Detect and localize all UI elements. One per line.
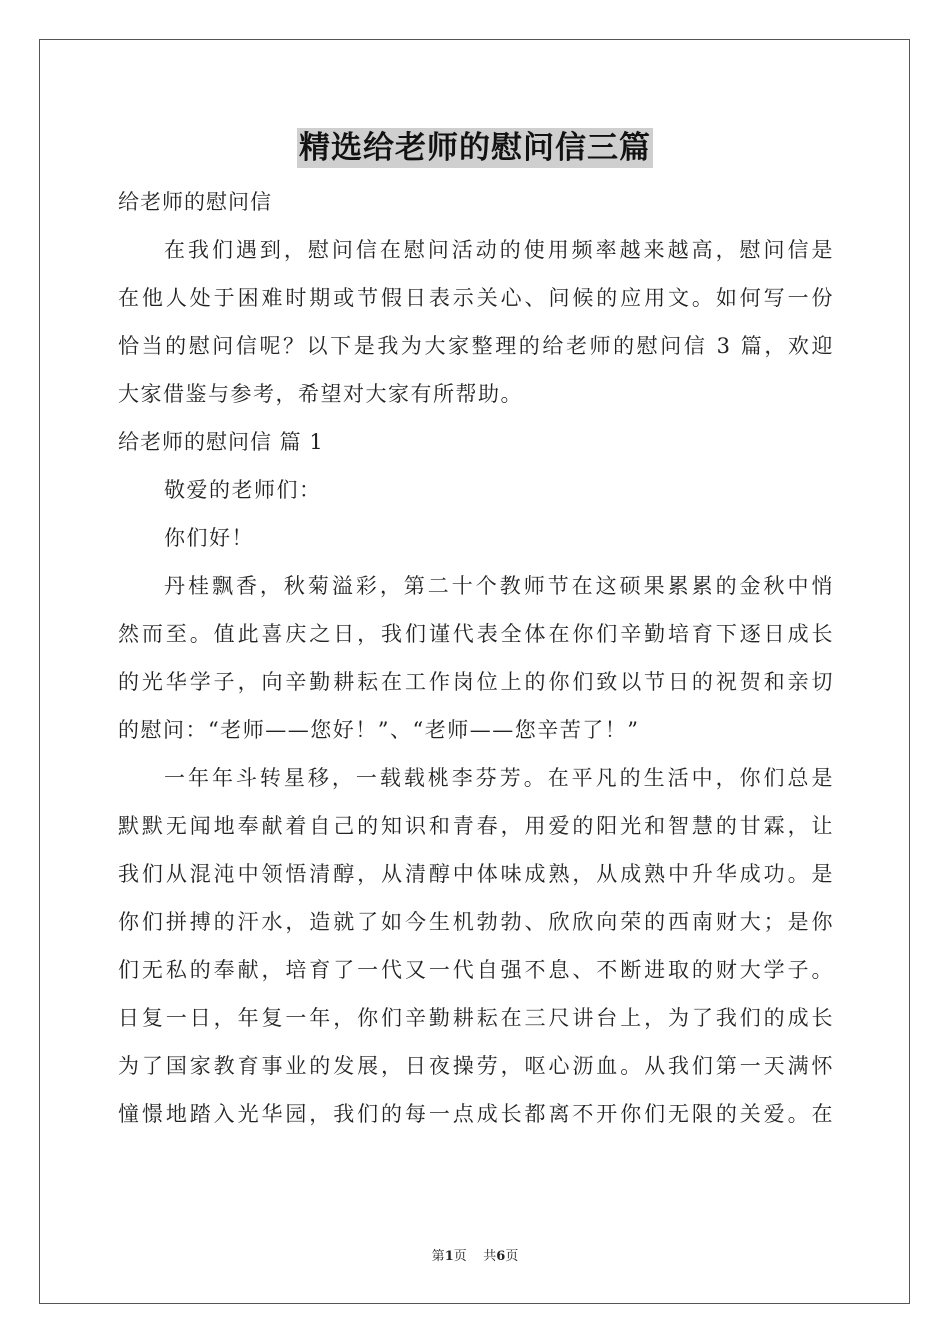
document-body [118, 178, 834, 1138]
footer-prefix: 第 [431, 1249, 445, 1264]
section-heading: 给老师的慰问信 篇 1 [118, 430, 324, 454]
salutation: 敬爱的老师们： [164, 478, 322, 502]
title-wrap [0, 128, 950, 168]
greeting: 你们好！ [164, 526, 254, 550]
paragraph-line: 的慰问：“老师——您好！”、“老师——您辛苦了！” [118, 718, 640, 742]
paragraph-line: 默默无闻地奉献着自己的知识和青春，用爱的阳光和智慧的甘霖，让 [118, 814, 834, 838]
paragraph-line: 的光华学子，向辛勤耕耘在工作岗位上的你们致以节日的祝贺和亲切 [118, 670, 834, 694]
section-heading: 给老师的慰问信 [118, 190, 272, 214]
paragraph-line: 日复一日，年复一年，你们辛勤耕耘在三尺讲台上，为了我们的成长 [118, 1006, 834, 1030]
paragraph-line: 为了国家教育事业的发展，日夜操劳，呕心沥血。从我们第一天满怀 [118, 1054, 834, 1078]
footer-page-number: 1 [444, 1249, 454, 1264]
paragraph-line: 憧憬地踏入光华园，我们的每一点成长都离不开你们无限的关爱。在 [118, 1102, 834, 1126]
paragraph-line: 们无私的奉献，培育了一代又一代自强不息、不断进取的财大学子。 [118, 958, 834, 982]
paragraph-line: 在他人处于困难时期或节假日表示关心、问候的应用文。如何写一份 [118, 286, 834, 310]
paragraph-line: 我们从混沌中领悟清醇，从清醇中体味成熟，从成熟中升华成功。是 [118, 862, 834, 886]
footer-suffix: 页 [505, 1249, 519, 1264]
page-footer [0, 1245, 950, 1264]
paragraph-line: 大家借鉴与参考，希望对大家有所帮助。 [118, 382, 523, 406]
paragraph-line: 然而至。值此喜庆之日，我们谨代表全体在你们辛勤培育下逐日成长 [118, 622, 834, 646]
document-title: 精选给老师的慰问信三篇 [299, 130, 651, 166]
paragraph-line: 恰当的慰问信呢？以下是我为大家整理的给老师的慰问信 3 篇，欢迎 [118, 334, 834, 358]
paragraph-line: 你们拼搏的汗水，造就了如今生机勃勃、欣欣向荣的西南财大；是你 [118, 910, 834, 934]
paragraph-line: 一年年斗转星移，一载载桃李芬芳。在平凡的生活中，你们总是 [164, 766, 834, 790]
footer-total-pages: 6 [496, 1249, 506, 1264]
footer-middle: 页 共 [453, 1249, 497, 1264]
paragraph-line: 丹桂飘香，秋菊溢彩，第二十个教师节在这硕果累累的金秋中悄 [164, 574, 834, 598]
paragraph-line: 在我们遇到，慰问信在慰问活动的使用频率越来越高，慰问信是 [164, 238, 834, 262]
